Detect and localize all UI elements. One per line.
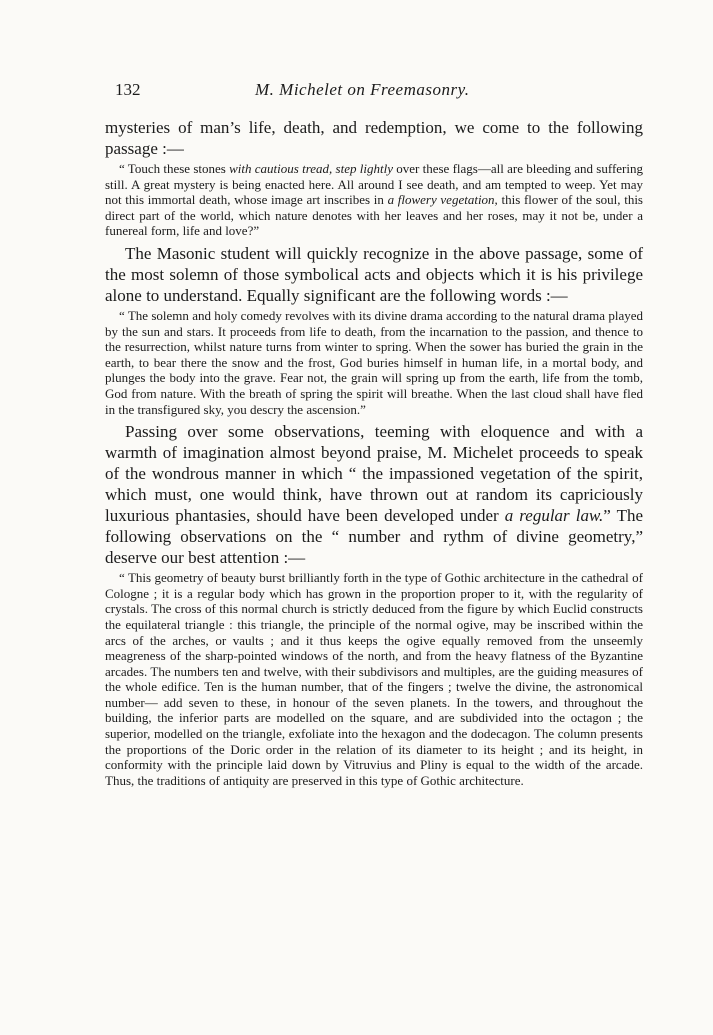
body-paragraph-3	[105, 421, 643, 568]
quote-paragraph-2: “ The solemn and holy comedy revolves with its divine drama according to the natural drama played by the sun and stars. It proceeds from life to death, from the incarnation to the passion, and thence to the resurrection, whilst nature turns from winter to spring. When the sower has buried the grain in the earth, to bear there the snow and the frost, God buries himself in human life, in a mortal body, and plunges the body into the grave. Fear not, the grain will spring up from the earth, life from the tomb, God from nature. With the breath of spring the spirit will breathe. When the last cloud shall have fled in the transfigured sky, you descry the ascension.”	[105, 307, 643, 417]
body-paragraph-1: mysteries of man’s life, death, and redemption, we come to the following passage :—	[105, 118, 643, 158]
body-text: ” The following observations on the “ number and rythm of divine geometry,” deserve our best attention :—	[105, 506, 644, 568]
quote-text: “ Touch these stones	[119, 161, 230, 176]
body-paragraph-2: The Masonic student will quickly recognize in the above passage, some of the most solemn of those symbolical acts and objects which it is his privilege alone to understand. Equally significant are the following words :—	[105, 243, 643, 305]
running-title: M. Michelet on Freemasonry.	[255, 80, 470, 99]
quote-paragraph-1	[105, 161, 643, 239]
quote-text: this flower of the soul, this direct part of the world, which nature denotes with her leaves and her roses, may it not be, under a funereal form, life and love?”	[105, 192, 643, 239]
quote-text: over these flags—all are bleeding and suffering still. A great mystery is being enacted here. All around I see death, and am tempted to weep. Yet may not this immortal death, whose image art inscribes in	[105, 161, 643, 208]
running-header	[115, 80, 645, 104]
quote-emphasis: with cautious tread, step lightly	[229, 161, 393, 176]
quote-emphasis: a flowery vegetation,	[387, 192, 498, 208]
page-number: 132	[115, 80, 141, 99]
body-text: Passing over some observations, teeming with eloquence and with a warmth of imagination almost beyond praise, M. Michelet proceeds to speak of the wondrous manner in which “ the impassioned vegetation of the spirit, which must, one would think, have thrown out at random its capriciously luxurious phantasies, should have been developed under	[105, 422, 643, 526]
body-emphasis: a regular law.	[504, 506, 604, 526]
quote-paragraph-3: “ This geometry of beauty burst brilliantly forth in the type of Gothic architecture in the cathedral of Cologne ; it is a regular body which has grown in the proportion proper to it, with the regularity of crystals. The cross of this normal church is strictly deduced from the figure by which Euclid constructs the equilateral triangle : this triangle, the principle of the normal ogive, may be inscribed within the arcs of the arches, or vaults ; and it thus keeps the ogive equally removed from the unseemly meagreness of the sharp-pointed windows of the north, and from the heavy flatness of the Byzantine arcades. The numbers ten and twelve, with their subdivisors and multiples, are the guiding measures of the whole edifice. Ten is the human number, that of the fingers ; twelve the divine, the astronomical number— add seven to these, in honour of the seven planets. In the towers, and throughout the building, the inferior parts are modelled on the square, and are subdivided into the octagon ; the superior, modelled on the triangle, exfoliate into the hexagon and the dodecagon. The column presents the proportions of the Doric order in the relation of its diameter to its height ; and its height, in conformity with the principle laid down by Vitruvius and Pliny is equal to the width of the arcade. Thus, the traditions of antiquity are preserved in this type of Gothic architecture.	[105, 570, 643, 788]
page-body	[105, 117, 643, 788]
